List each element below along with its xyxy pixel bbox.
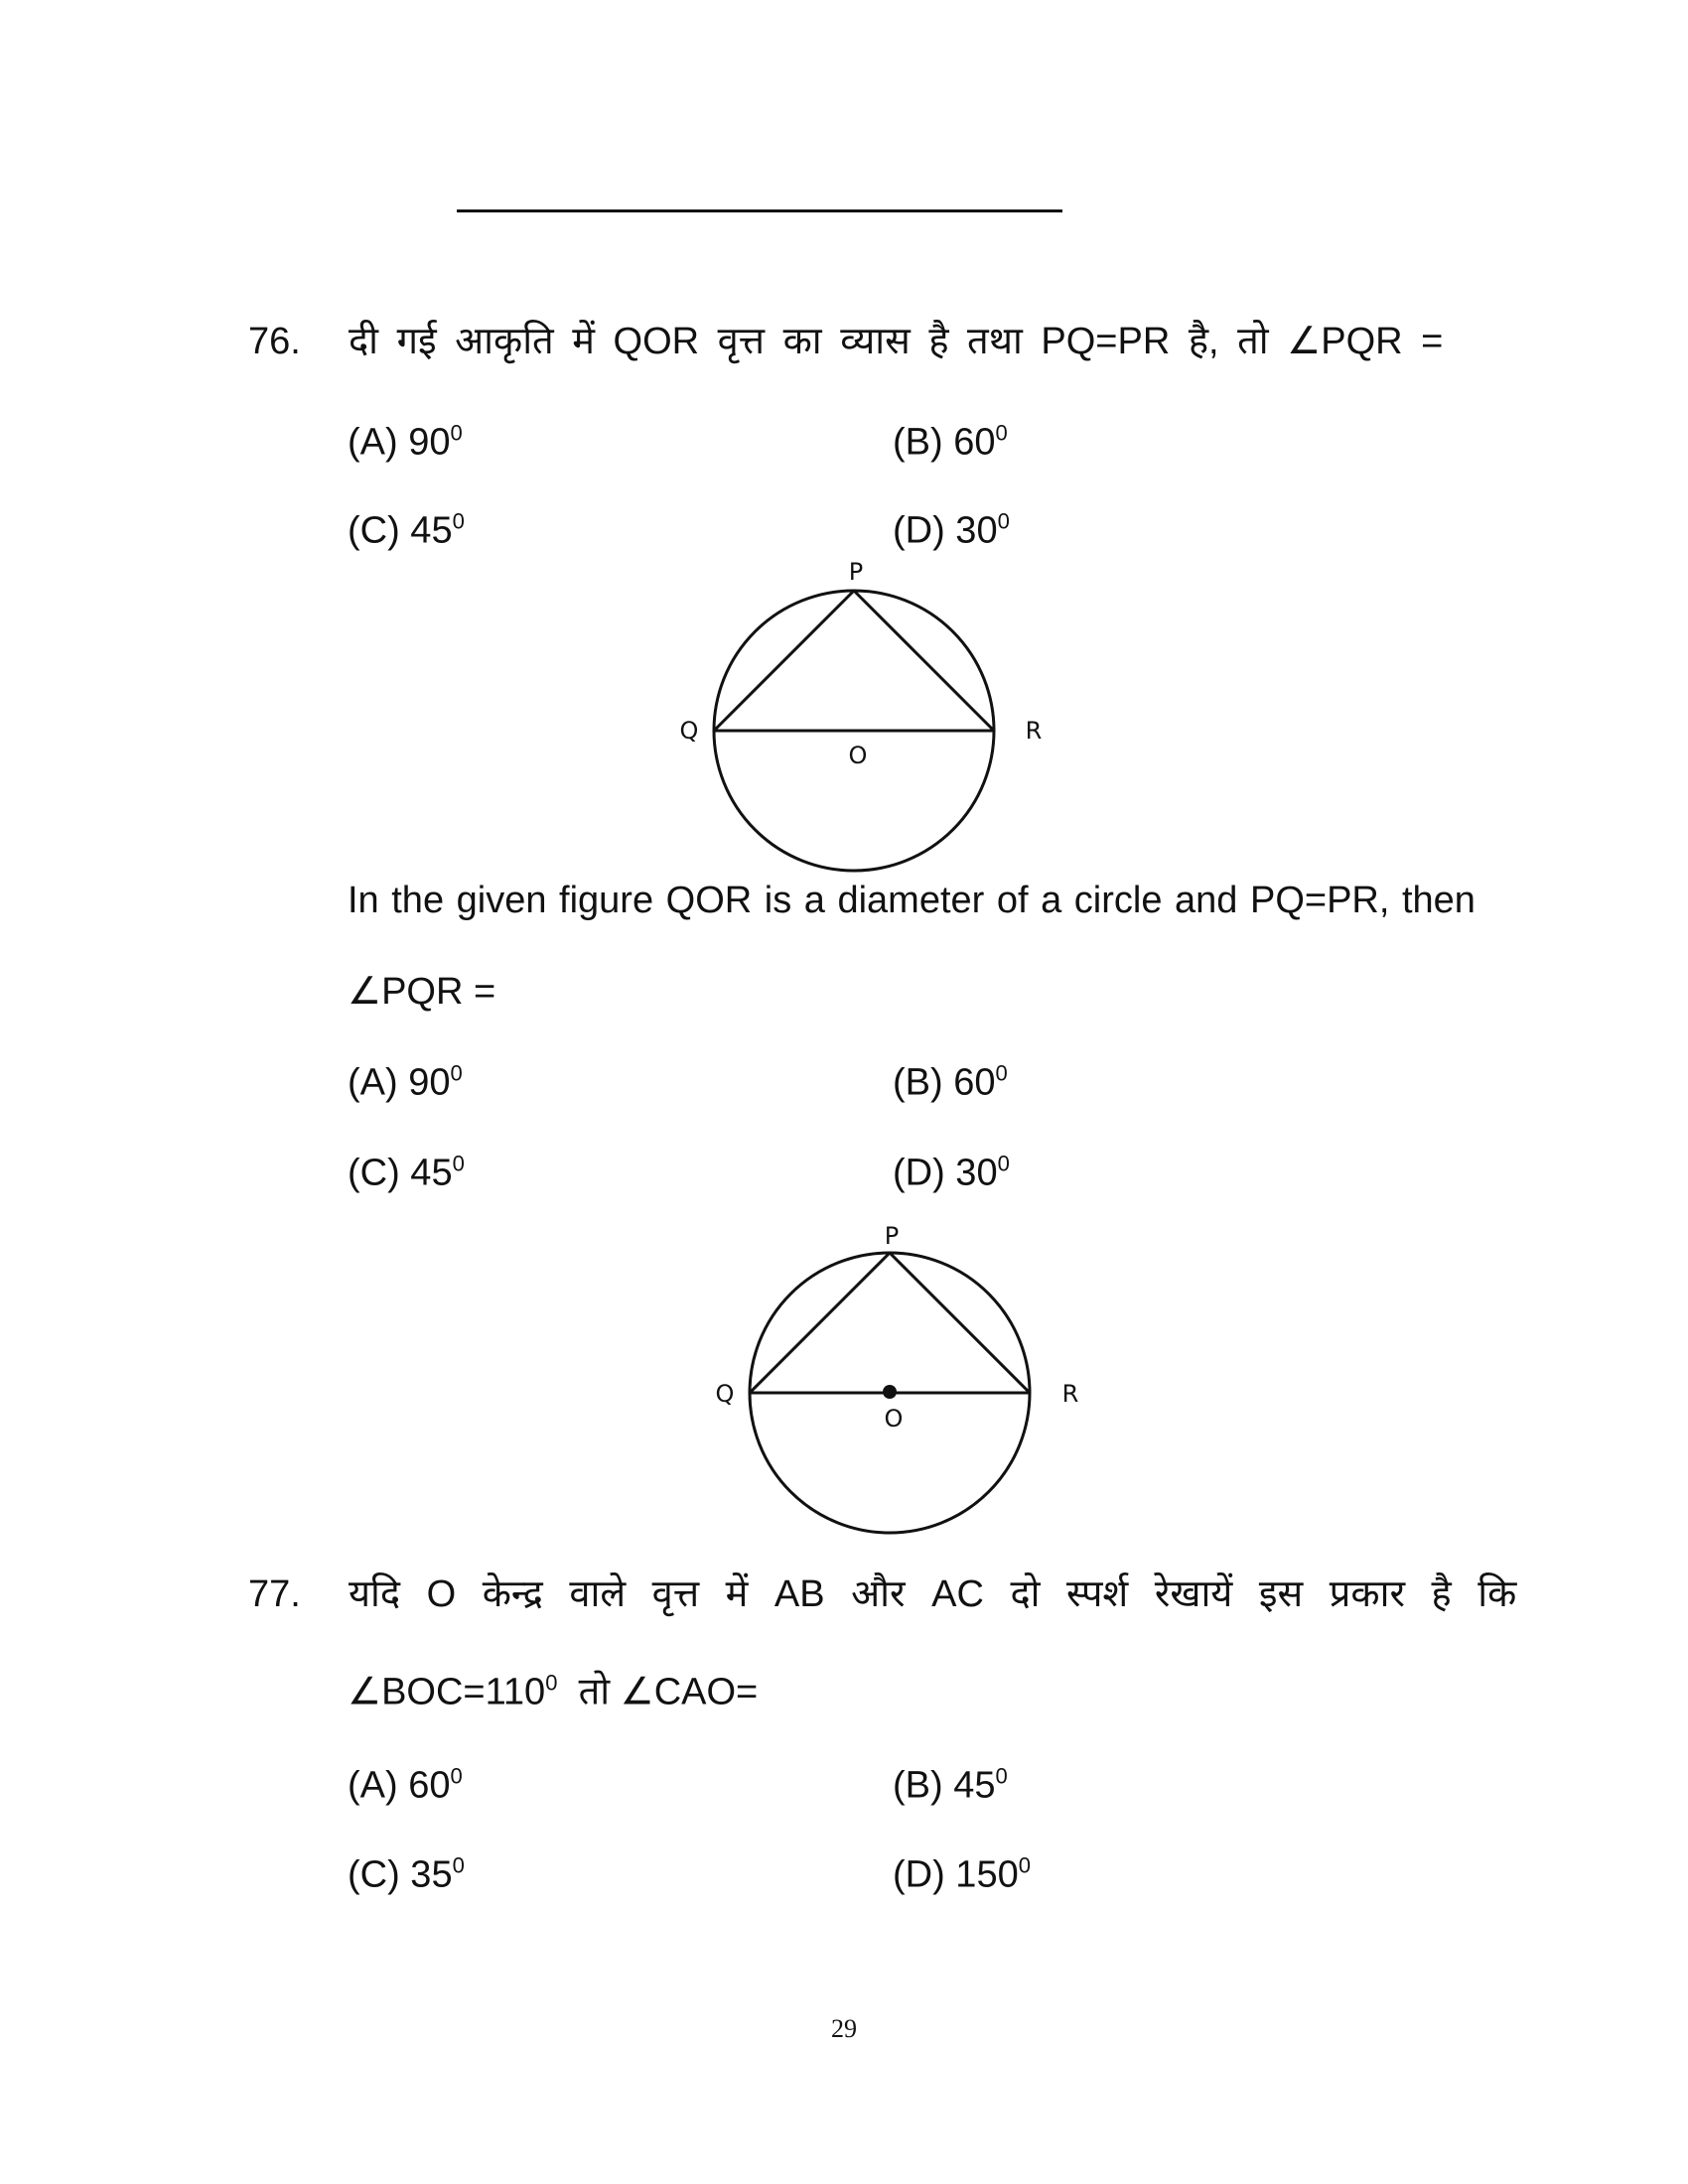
option-a: (A) $60^0$ xyxy=(348,1763,463,1807)
page-number: 29 xyxy=(831,2014,857,2043)
label-o: O xyxy=(848,742,868,769)
chord-qp xyxy=(750,1253,890,1393)
question-text-cont: $\angle BOC=110^0$ तो ∠CAO= xyxy=(348,1670,759,1713)
chord-pr xyxy=(854,591,994,731)
option-a: (A) $90^0$ xyxy=(348,1060,463,1104)
question-text-english: In the given figure QOR is a diameter of a circle and PQ=PR, then xyxy=(348,880,1476,921)
option-c: (C) $45^0$ xyxy=(348,1151,465,1194)
option-d: (D) $150^0$ xyxy=(893,1852,1031,1896)
label-o: O xyxy=(884,1405,904,1433)
option-b: (B) $45^0$ xyxy=(893,1763,1008,1807)
option-c: (C) $45^0$ xyxy=(348,508,465,552)
label-q: Q xyxy=(679,717,699,745)
label-q: Q xyxy=(715,1380,735,1408)
label-r: R xyxy=(1025,717,1043,745)
chord-pr xyxy=(890,1253,1030,1393)
option-d: (D) $30^0$ xyxy=(893,508,1010,552)
figure-2 xyxy=(750,1253,1030,1533)
figure-1 xyxy=(714,591,994,871)
center-point xyxy=(883,1385,897,1399)
option-d: (D) $30^0$ xyxy=(893,1151,1010,1194)
option-b: (B) $60^0$ xyxy=(893,420,1008,464)
question-text-hindi: दी गई आकृति में QOR वृत्त का व्यास है तथा PQ=PR है, तो ∠PQR = xyxy=(349,321,1444,362)
option-b: (B) $60^0$ xyxy=(893,1060,1008,1104)
label-r: R xyxy=(1061,1380,1079,1408)
option-c: (C) $35^0$ xyxy=(348,1852,465,1896)
question-number: 76. xyxy=(248,321,301,362)
question-text-english-cont: ∠PQR = xyxy=(348,971,496,1013)
question-number: 77. xyxy=(248,1573,301,1615)
question-text-hindi: यदि O केन्द्र वाले वृत्त में AB और AC दो स्पर्श रेखायें इस प्रकार है कि xyxy=(349,1573,1517,1615)
label-p: P xyxy=(848,558,864,586)
chord-qp xyxy=(714,591,854,731)
option-a: (A) $90^0$ xyxy=(348,420,463,464)
label-p: P xyxy=(884,1222,900,1250)
